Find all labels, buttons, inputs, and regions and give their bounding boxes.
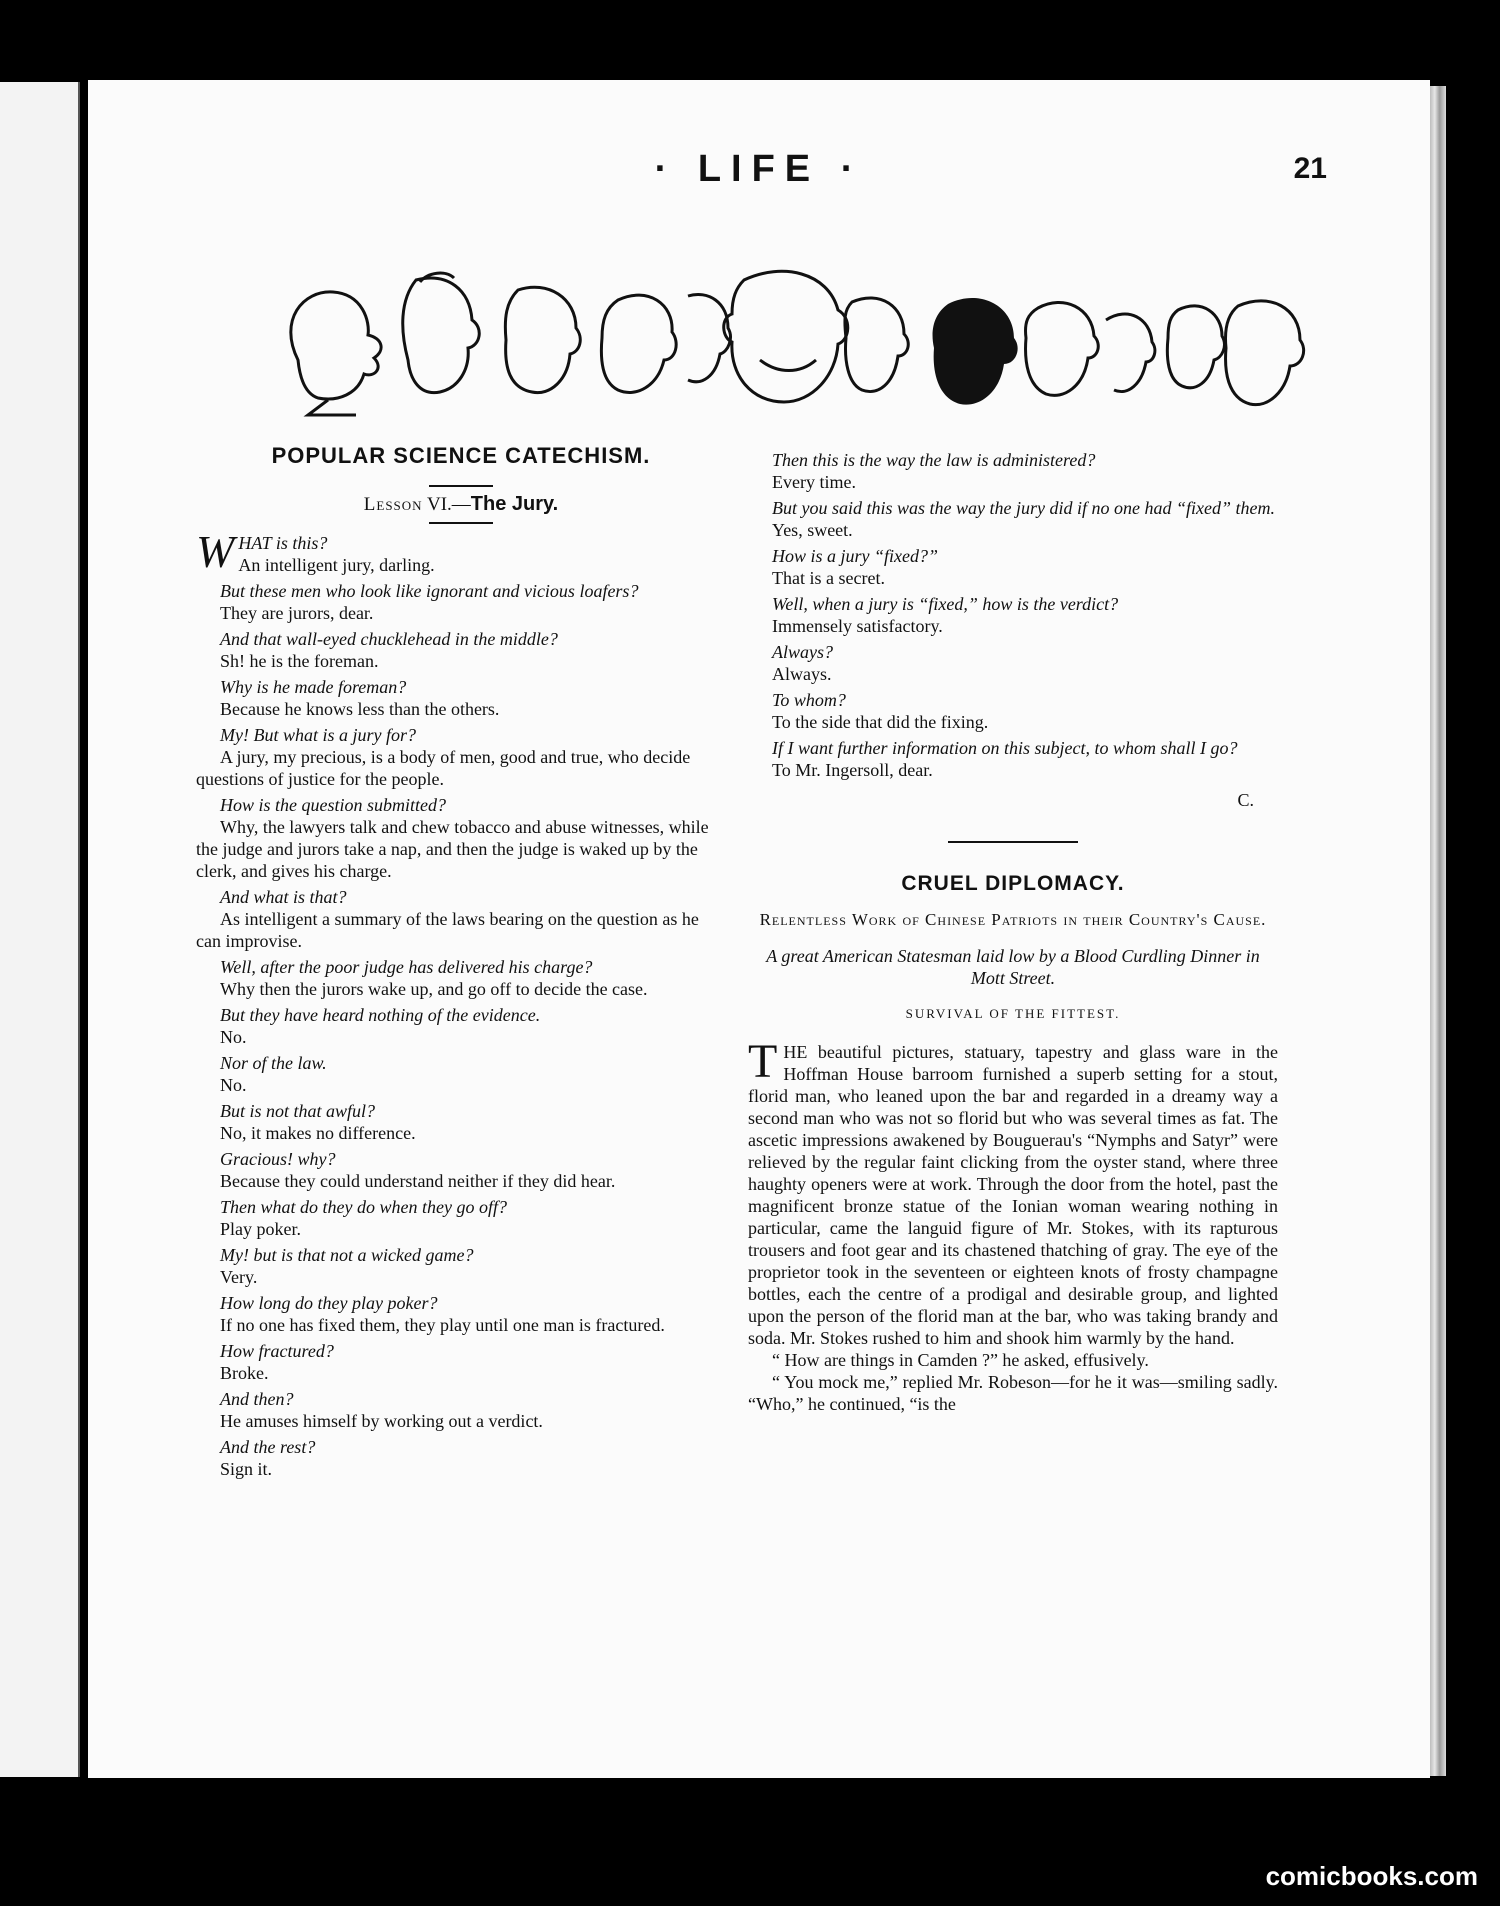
page-number: 21 <box>1293 152 1327 185</box>
first-question-text: HAT is this? <box>238 533 328 553</box>
question-line: Then this is the way the law is administered? <box>772 450 1096 470</box>
question-line: If I want further information on this subject, to whom shall I go? <box>772 738 1238 758</box>
article-body-paragraph: “ You mock me,” replied Mr. Robeson—for he it was—smiling sadly. “Who,” he continued, “is the <box>748 1372 1278 1414</box>
answer-line: If no one has fixed them, they play until one man is fractured. <box>220 1315 665 1335</box>
question-line: Gracious! why? <box>220 1149 336 1169</box>
article-heading-catechism: POPULAR SCIENCE CATECHISM. <box>271 443 651 468</box>
question-line: But these men who look like ignorant and vicious loafers? <box>220 581 639 601</box>
question-line: My! But what is a jury for? <box>220 725 416 745</box>
right-column <box>748 445 1278 1415</box>
answer-line: Because they could understand neither if they did hear. <box>220 1171 616 1191</box>
question-line: Well, after the poor judge has delivered his charge? <box>220 957 593 977</box>
lesson-prefix: Lesson <box>363 494 423 515</box>
question-line: And the rest? <box>220 1437 316 1457</box>
article-heading-diplomacy: CRUEL DIPLOMACY. <box>901 872 1125 895</box>
author-signature: C. <box>1237 790 1254 810</box>
left-column <box>196 445 726 1480</box>
answer-line: Because he knows less than the others. <box>220 699 500 719</box>
question-line: How is the question submitted? <box>220 795 446 815</box>
answer-line: They are jurors, dear. <box>220 603 374 623</box>
masthead-title: · LIFE · <box>654 148 864 190</box>
section-divider <box>948 841 1078 843</box>
drop-cap: T <box>748 1035 778 1088</box>
article-body-first-paragraph <box>748 1035 1278 1349</box>
question-line: Well, when a jury is “fixed,” how is the verdict? <box>772 594 1119 614</box>
question-line: How fractured? <box>220 1341 334 1361</box>
question-line: How is a jury “fixed?” <box>772 546 939 566</box>
answer-line: Immensely satisfactory. <box>772 616 943 636</box>
magazine-page <box>88 80 1430 1778</box>
lesson-title <box>196 493 726 516</box>
answer-line: No, it makes no difference. <box>220 1123 416 1143</box>
question-line: Always? <box>772 642 833 662</box>
article-body-text: HE beautiful pictures, statuary, tapestry and glass ware in the Hoffman House barroom furnished a superb setting for a stout, florid man, who leaned upon the bar and regarded in a dreamy way a second man who was not so florid but who was several times as fat. The ascetic impressions awakened by Bouguerau's “Nymphs and Satyr” were relieved by the regular faint clicking from the oyster stand, where three haughty openers were at work. Through the door from the hotel, past the magnificent bronze statue of the Ionian woman wearing nothing in particular, came the languid figure of Mr. Stokes, with its rapturous trousers and foot gear and its chastened thatching of gray. The eye of the proprietor took in the seventeen or eighteen knots of frosty champagne bottles, each the centre of a prodigal and desirable group, and lighted upon the person of the florid man at the bar, who was taking brandy and soda. Mr. Stokes rushed to him and shook him warmly by the hand. <box>748 1042 1278 1348</box>
answer-line: He amuses himself by working out a verdict. <box>220 1411 543 1431</box>
answer-line: As intelligent a summary of the laws bearing on the question as he can improvise. <box>196 909 699 951</box>
divider-rule <box>429 522 493 524</box>
question-line: Why is he made foreman? <box>220 677 407 697</box>
catechism-list <box>196 554 726 1480</box>
question-line: And then? <box>220 1389 294 1409</box>
site-watermark: comicbooks.com <box>1265 1861 1478 1891</box>
question-line: And that wall-eyed chucklehead in the middle? <box>220 629 558 649</box>
drop-cap: W <box>196 526 235 577</box>
question-line: And what is that? <box>220 887 347 907</box>
question-line: Then what do they do when they go off? <box>220 1197 507 1217</box>
question-line: But is not that awful? <box>220 1101 376 1121</box>
answer-line: No. <box>220 1027 247 1047</box>
answer-line: Broke. <box>220 1363 269 1383</box>
answer-line: Why, the lawyers talk and chew tobacco and abuse witnesses, while the judge and jurors take a nap, and then the judge is waked up by the clerk, and gives his charge. <box>196 817 709 881</box>
lesson-subject: The Jury. <box>470 493 559 515</box>
answer-line: Play poker. <box>220 1219 301 1239</box>
question-line: To whom? <box>772 690 846 710</box>
question-line: But they have heard nothing of the evidence. <box>220 1005 541 1025</box>
previous-page-edge <box>0 82 80 1777</box>
catechism-list-continued <box>748 449 1278 781</box>
page-stack-edge <box>1430 86 1446 1776</box>
divider-rule <box>429 485 493 487</box>
answer-line: Sign it. <box>220 1459 273 1479</box>
answer-line: Yes, sweet. <box>772 520 853 540</box>
answer-line: That is a secret. <box>772 568 885 588</box>
question-line: But you said this was the way the jury did if no one had “fixed” them. <box>772 498 1275 518</box>
question-line: My! but is that not a wicked game? <box>220 1245 474 1265</box>
answer-line: No. <box>220 1075 247 1095</box>
article-deck: A great American Statesman laid low by a Blood Curdling Dinner in Mott Street. <box>766 946 1260 988</box>
answer-line: Every time. <box>772 472 856 492</box>
answer-line: Why then the jurors wake up, and go off to decide the case. <box>220 979 648 999</box>
answer-line: An intelligent jury, darling. <box>238 555 435 575</box>
question-line: How long do they play poker? <box>220 1293 438 1313</box>
question-line: Nor of the law. <box>220 1053 327 1073</box>
answer-line: A jury, my precious, is a body of men, good and true, who decide questions of justice for the people. <box>196 747 691 789</box>
caricature-faces-illustration <box>188 210 1348 430</box>
answer-line: Very. <box>220 1267 258 1287</box>
article-subtitle: Relentless Work of Chinese Patriots in their Country's Cause. <box>759 910 1267 929</box>
answer-line: To the side that did the fixing. <box>772 712 989 732</box>
answer-line: Sh! he is the foreman. <box>220 651 379 671</box>
lesson-number: VI.— <box>422 494 471 515</box>
answer-line: To Mr. Ingersoll, dear. <box>772 760 933 780</box>
article-body-paragraph: “ How are things in Camden ?” he asked, effusively. <box>772 1350 1149 1370</box>
answer-line: Always. <box>772 664 832 684</box>
article-kicker: SURVIVAL OF THE FITTEST. <box>905 1006 1121 1021</box>
